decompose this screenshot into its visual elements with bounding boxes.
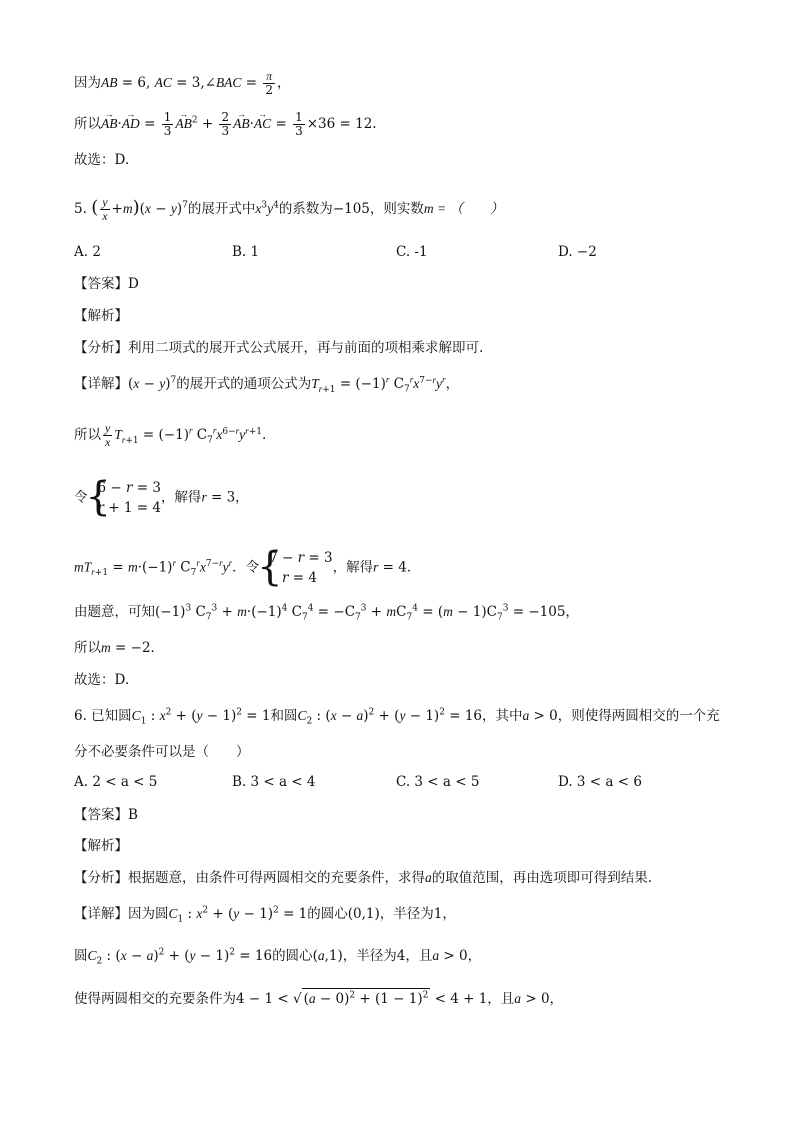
q6-xiangjie: 【详解】因为圆$C_1$ : $x^2 + (y - 1)^2 = 1$的圆心(0,1)，半径为1，	[74, 905, 456, 925]
q5-youti: 由题意，可知$(-1)^3$ $C_7^3 + m\cdot(-1)^4$ $C_7^4 = -C_7^3 + mC_7^4 = (m - 1)C_7^3 = -105$，	[74, 603, 579, 623]
q6-option-c[interactable]: C. 3 < a < 5	[396, 774, 480, 790]
q5-fenxi: 【分析】利用二项式的展开式公式展开，再与前面的项相乘求解即可.	[74, 340, 484, 356]
equation-system-1: { 6 − r = 3 r + 1 = 4	[88, 478, 161, 518]
sqrt-expression: $(a - 0)^2 + (1 - 1)^2$	[302, 988, 431, 1009]
q6-option-a[interactable]: A. 2 < a < 5	[74, 774, 158, 790]
q5-mt: $mT_{r+1} = m\cdot(-1)^r$ $C_7^rx^{7-r}y^r$．令 { 7 − r = 3 r = 4 ，解得r = 4．	[74, 548, 420, 588]
q5-ling: 令 { 6 − r = 3 r + 1 = 4 ，解得r = 3，	[74, 478, 249, 518]
q5-option-c[interactable]: C. -1	[396, 244, 428, 260]
q6-circle2: 圆$C_2$ : $(x - a)^2 + (y - 1)^2 = 16$的圆心(a,1)，半径为4，且a > 0，	[74, 947, 482, 967]
q6-option-d[interactable]: D. 3 < a < 6	[558, 774, 642, 790]
line-dot-product: 所以→ AB·→ AD = $\frac{1}{3}$ → $AB^2$ + $\frac{2}{3}$ → AB·→ AC = $\frac{1}{3}$ ×36 = 12.	[74, 111, 377, 138]
q5-stem: 5. ( $\frac{y}{x}$ $+m)(x - y)^7$的展开式中$x^3y^4$的系数为−105，则实数m = （ ）	[74, 195, 504, 223]
fraction-pi-2: $\frac{\pi}{2}$	[265, 69, 273, 97]
q5-analysis-title: 【解析】	[74, 308, 128, 324]
q6-answer: 【答案】B	[74, 807, 138, 823]
q6-fenxi: 【分析】根据题意，由条件可得两圆相交的充要条件，求得a的取值范围，再由选项即可得到结果.	[74, 870, 653, 886]
line-given: 因为AB = 6, AC = 3,∠BAC = $\frac{\pi}{2}$ ，	[74, 69, 291, 97]
q6-stem-line2: 分不必要条件可以是（ ）	[74, 744, 250, 760]
q6-option-b[interactable]: B. 3 < a < 4	[232, 774, 316, 790]
q5-so: 所以 $\frac{y}{x}$ $T_{r+1} = (-1)^r$ $C_7^rx^{6-r}y^{r+1}$.	[74, 421, 267, 449]
q6-condition: 使得两圆相交的充要条件为4 − 1 < √ $(a - 0)^2 + (1 - 1)^2 < 4 + 1$，且a > 0，	[74, 988, 563, 1009]
equation-system-2: { 7 − r = 3 r = 4	[259, 548, 332, 588]
line-choose-d: 故选：D.	[74, 152, 130, 168]
q5-xiangjie: 【详解】$(x - y)^7$的展开式的通项公式为$T_{r+1} = (-1)^r$ $C_7^rx^{7-r}y^r$，	[74, 374, 460, 395]
q5-option-a[interactable]: A. 2	[74, 244, 101, 260]
given-math: AB	[101, 75, 118, 90]
q5-answer: 【答案】D	[74, 276, 139, 292]
q5-option-b[interactable]: B. 1	[232, 244, 260, 260]
q6-stem-line1: 6. 已知圆$C_1$ : $x^2 + (y - 1)^2 = 1$和圆$C_2$ : $(x - a)^2 + (y - 1)^2 = 16$，其中a > 0，则使得两圆相交的一个充	[74, 707, 720, 727]
q5-m-result: 所以m = −2．	[74, 640, 165, 656]
q5-guxuan: 故选：D.	[74, 672, 130, 688]
q6-analysis-title: 【解析】	[74, 838, 128, 854]
q5-option-d[interactable]: D. −2	[558, 244, 597, 260]
